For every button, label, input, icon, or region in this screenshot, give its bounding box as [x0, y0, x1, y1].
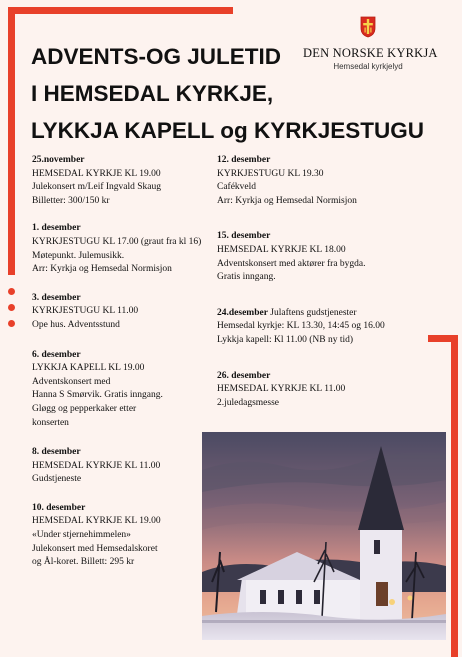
- event-line: Adventskonsert med: [32, 376, 111, 387]
- event-entry: [217, 370, 417, 411]
- event-date-suffix: Julaftens gudstjenester: [267, 307, 357, 318]
- events-left-column: [32, 154, 212, 570]
- event-line: konserten: [32, 417, 69, 428]
- event-line: KYRKJESTUGU KL 19.30: [217, 168, 324, 179]
- event-date: 26. desember: [217, 370, 271, 381]
- event-line: Gudstjeneste: [32, 474, 82, 485]
- event-line: HEMSEDAL KYRKJE KL 18.00: [217, 244, 346, 255]
- event-line: HEMSEDAL KYRKJE KL 19.00: [32, 168, 161, 179]
- event-line: Hemsedal kyrkje: KL 13.30, 14:45 og 16.00: [217, 321, 385, 332]
- event-line: og Ål-koret. Billett: 295 kr: [32, 557, 135, 568]
- event-line: KYRKJESTUGU KL 17.00 (graut fra kl 16): [32, 236, 202, 247]
- title-line: I HEMSEDAL KYRKJE,: [31, 81, 274, 106]
- event-date: 1. desember: [32, 223, 81, 234]
- event-line: Cafékveld: [217, 182, 257, 193]
- accent-dot: [8, 320, 15, 327]
- event-date: 10. desember: [32, 502, 86, 513]
- event-date: 24.desember: [217, 307, 268, 318]
- church-winter-sunset-image: [202, 432, 446, 640]
- accent-dot: [8, 304, 15, 311]
- church-cross-icon: [360, 16, 376, 38]
- event-date: 6. desember: [32, 349, 81, 360]
- window: [260, 590, 266, 604]
- event-line: Arr: Kyrkja og Hemsedal Normisjon: [32, 264, 172, 275]
- church-photo: [202, 432, 446, 640]
- event-line: Møtepunkt. Julemusikk.: [32, 250, 125, 261]
- event-date: 8. desember: [32, 447, 81, 458]
- event-line: HEMSEDAL KYRKJE KL 11.00: [217, 384, 346, 395]
- event-entry: [32, 222, 212, 276]
- event-line: «Under stjernehimmelen»: [32, 530, 131, 541]
- event-entry: [217, 154, 417, 208]
- event-line: Gratis inngang.: [217, 272, 276, 283]
- event-line: Julekonsert m/Leif Ingvald Skaug: [32, 182, 162, 193]
- event-entry: [32, 502, 212, 570]
- title-line: LYKKJA KAPELL og KYRKJESTUGU: [31, 118, 424, 143]
- event-line: Billetter: 300/150 kr: [32, 195, 110, 206]
- event-line: Hanna S Smørvik. Gratis inngang.: [32, 390, 163, 401]
- title-line: ADVENTS-OG JULETID: [31, 44, 282, 69]
- event-line: Adventskonsert med aktører fra bygda.: [217, 258, 366, 269]
- event-line: HEMSEDAL KYRKJE KL 19.00: [32, 516, 161, 527]
- event-date: 15. desember: [217, 231, 271, 242]
- accent-bar-right: [451, 335, 458, 657]
- accent-dot: [8, 288, 15, 295]
- event-line: LYKKJA KAPELL KL 19.00: [32, 363, 145, 374]
- event-line: Arr: Kyrkja og Hemsedal Normisjon: [217, 195, 357, 206]
- event-line: HEMSEDAL KYRKJE KL 11.00: [32, 460, 161, 471]
- event-heading: [217, 307, 417, 321]
- event-line: KYRKJESTUGU KL 11.00: [32, 306, 139, 317]
- event-date: 25.november: [32, 155, 85, 165]
- event-entry: [32, 154, 212, 208]
- event-date: 3. desember: [32, 292, 81, 303]
- event-line: 2.juledagsmesse: [217, 397, 280, 408]
- event-entry: [217, 230, 417, 284]
- logo-name: DEN NORSKE KYRKJA: [303, 46, 438, 60]
- event-entry: [32, 349, 212, 431]
- event-entry: [32, 292, 212, 333]
- church-logo: [303, 16, 438, 76]
- events-right-column: [217, 154, 417, 410]
- event-entry: [32, 446, 212, 487]
- event-line: Julekonsert med Hemsedalskoret: [32, 543, 158, 554]
- event-line: Lykkja kapell: Kl 11.00 (NB ny tid): [217, 334, 354, 345]
- event-line: Gløgg og pepperkaker etter: [32, 403, 137, 414]
- accent-bar-left: [8, 7, 15, 275]
- accent-bar-top: [8, 7, 233, 14]
- event-date: 12. desember: [217, 155, 271, 165]
- logo-subtitle: Hemsedal kyrkjelyd: [333, 62, 403, 71]
- event-entry: [217, 307, 417, 348]
- event-line: Ope hus. Adventsstund: [32, 319, 120, 330]
